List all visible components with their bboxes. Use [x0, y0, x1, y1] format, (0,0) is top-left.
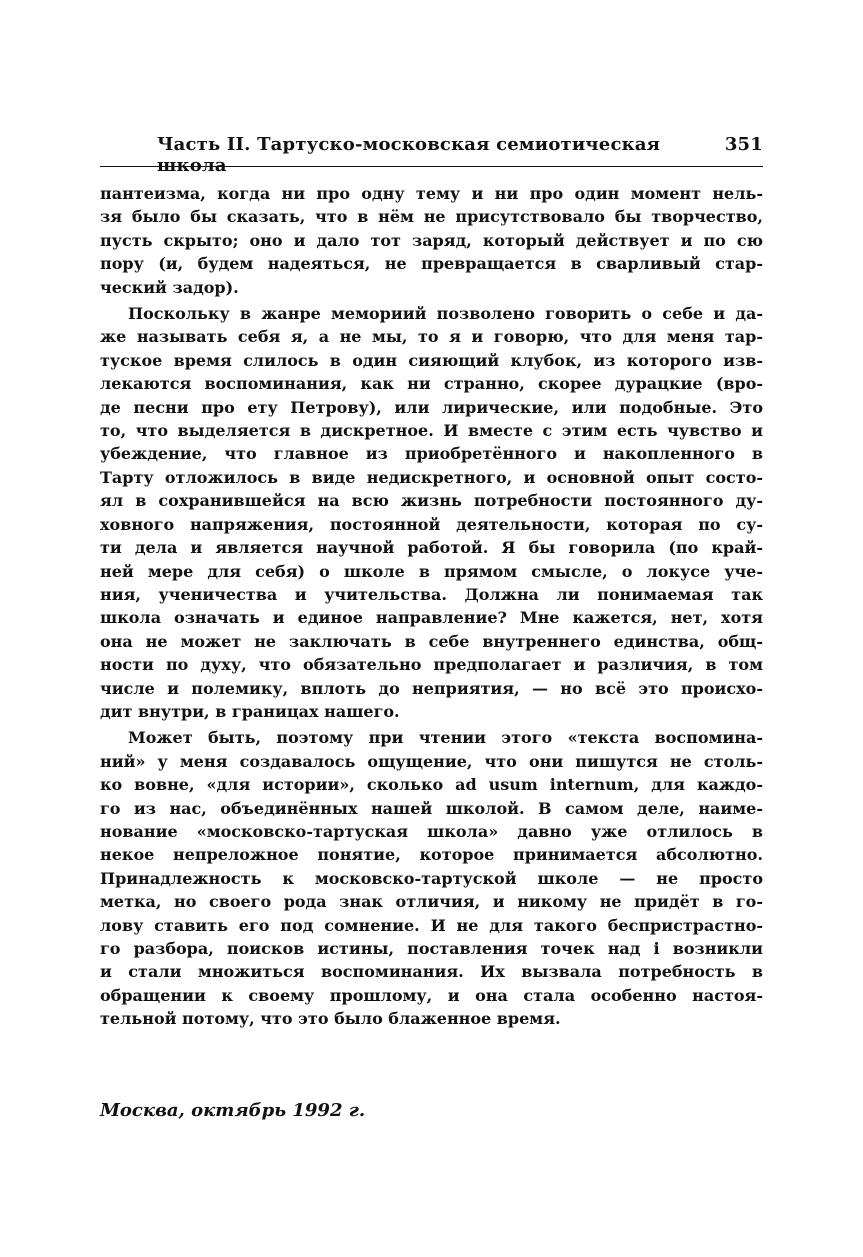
text-line: го из нас, объединённых нашей школой. В самом деле, наиме- — [100, 798, 763, 818]
text-line: ко вовне, «для истории», сколько ad usum internum, для каждо- — [100, 775, 763, 795]
text-line: и стали множиться воспоминания. Их вызвала потребность в — [100, 962, 763, 982]
header-rule — [100, 166, 763, 167]
text-line: метка, но своего рода знак отличия, и никому не придёт в го- — [100, 892, 763, 912]
text-line: ял в сохранившейся на всю жизнь потребности постоянного ду- — [100, 491, 763, 511]
text-line: ний» у меня создавалось ощущение, что они пишутся не столь- — [100, 751, 763, 771]
text-line: числе и полемику, вплоть до неприятия, — но всё это происхо- — [100, 678, 763, 698]
text-line: школа означать и единое направление? Мне кажется, нет, хотя — [100, 608, 763, 628]
text-line: де песни про ету Петрову), или лирические, или подобные. Это — [100, 397, 763, 417]
text-line: Может быть, поэтому при чтении этого «текста воспомина- — [128, 728, 763, 748]
paragraph — [100, 302, 763, 723]
text-line: ти дела и является научной работой. Я бы говорила (по край- — [100, 538, 763, 558]
text-line: же называть себя я, а не мы, то я и говорю, что для меня тар- — [100, 327, 763, 347]
header-title: Часть II. Тартуско-московская семиотическая школа — [157, 134, 661, 176]
paragraph — [100, 726, 763, 1030]
text-line: ния, ученичества и учительства. Должна ли понимаемая так — [100, 584, 763, 604]
text-line: она не может не заключать в себе внутреннего единства, общ- — [100, 631, 763, 651]
signature-line: Москва, октябрь 1992 г. — [100, 1100, 366, 1121]
text-line: ческий задор). — [100, 277, 239, 297]
text-line: Поскольку в жанре мемориий позволено говорить о себе и да- — [128, 304, 763, 324]
text-line: ховного напряжения, постоянной деятельности, которая по су- — [100, 514, 763, 534]
text-line: убеждение, что главное из приобретённого и накопленного в — [100, 444, 763, 464]
text-line: некое непреложное понятие, которое принимается абсолютно. — [100, 845, 763, 865]
text-line: Тарту отложилось в виде недискретного, и основной опыт состо- — [100, 467, 763, 487]
text-line: туское время слилось в один сияющий клубок, из которого изв- — [100, 350, 763, 370]
running-header — [157, 134, 763, 176]
text-line: тельной потому, что это было блаженное время. — [100, 1009, 561, 1029]
text-line: Принадлежность к московско-тартуской школе — не просто — [100, 868, 763, 888]
page-number: 351 — [724, 134, 763, 155]
text-line: пусть скрыто; оно и дало тот заряд, который действует и по сю — [100, 230, 763, 250]
text-line: пору (и, будем надеяться, не превращается в сварливый стар- — [100, 254, 763, 274]
text-line: лову ставить его под сомнение. И не для такого беспристрастно- — [100, 915, 763, 935]
text-line: то, что выделяется в дискретное. И вместе с этим есть чувство и — [100, 421, 763, 441]
text-line: ней мере для себя) о школе в прямом смысле, о локусе уче- — [100, 561, 763, 581]
text-line: пантеизма, когда ни про одну тему и ни про один момент нель- — [100, 184, 763, 203]
text-line: обращении к своему прошлому, и она стала особенно настоя- — [100, 985, 763, 1005]
text-line: дит внутри, в границах нашего. — [100, 701, 400, 721]
text-line: нование «московско-тартуская школа» давно уже отлилось в — [100, 821, 763, 841]
text-line: ности по духу, что обязательно предполагает и различия, в том — [100, 655, 763, 675]
text-line: го разбора, поисков истины, поставления точек над i возникли — [100, 939, 763, 958]
paragraph — [100, 182, 763, 299]
body-text — [100, 182, 763, 1031]
text-line: лекаются воспоминания, как ни странно, скорее дурацкие (вро- — [100, 374, 763, 394]
text-line: зя было бы сказать, что в нём не присутствовало бы творчество, — [100, 207, 763, 227]
